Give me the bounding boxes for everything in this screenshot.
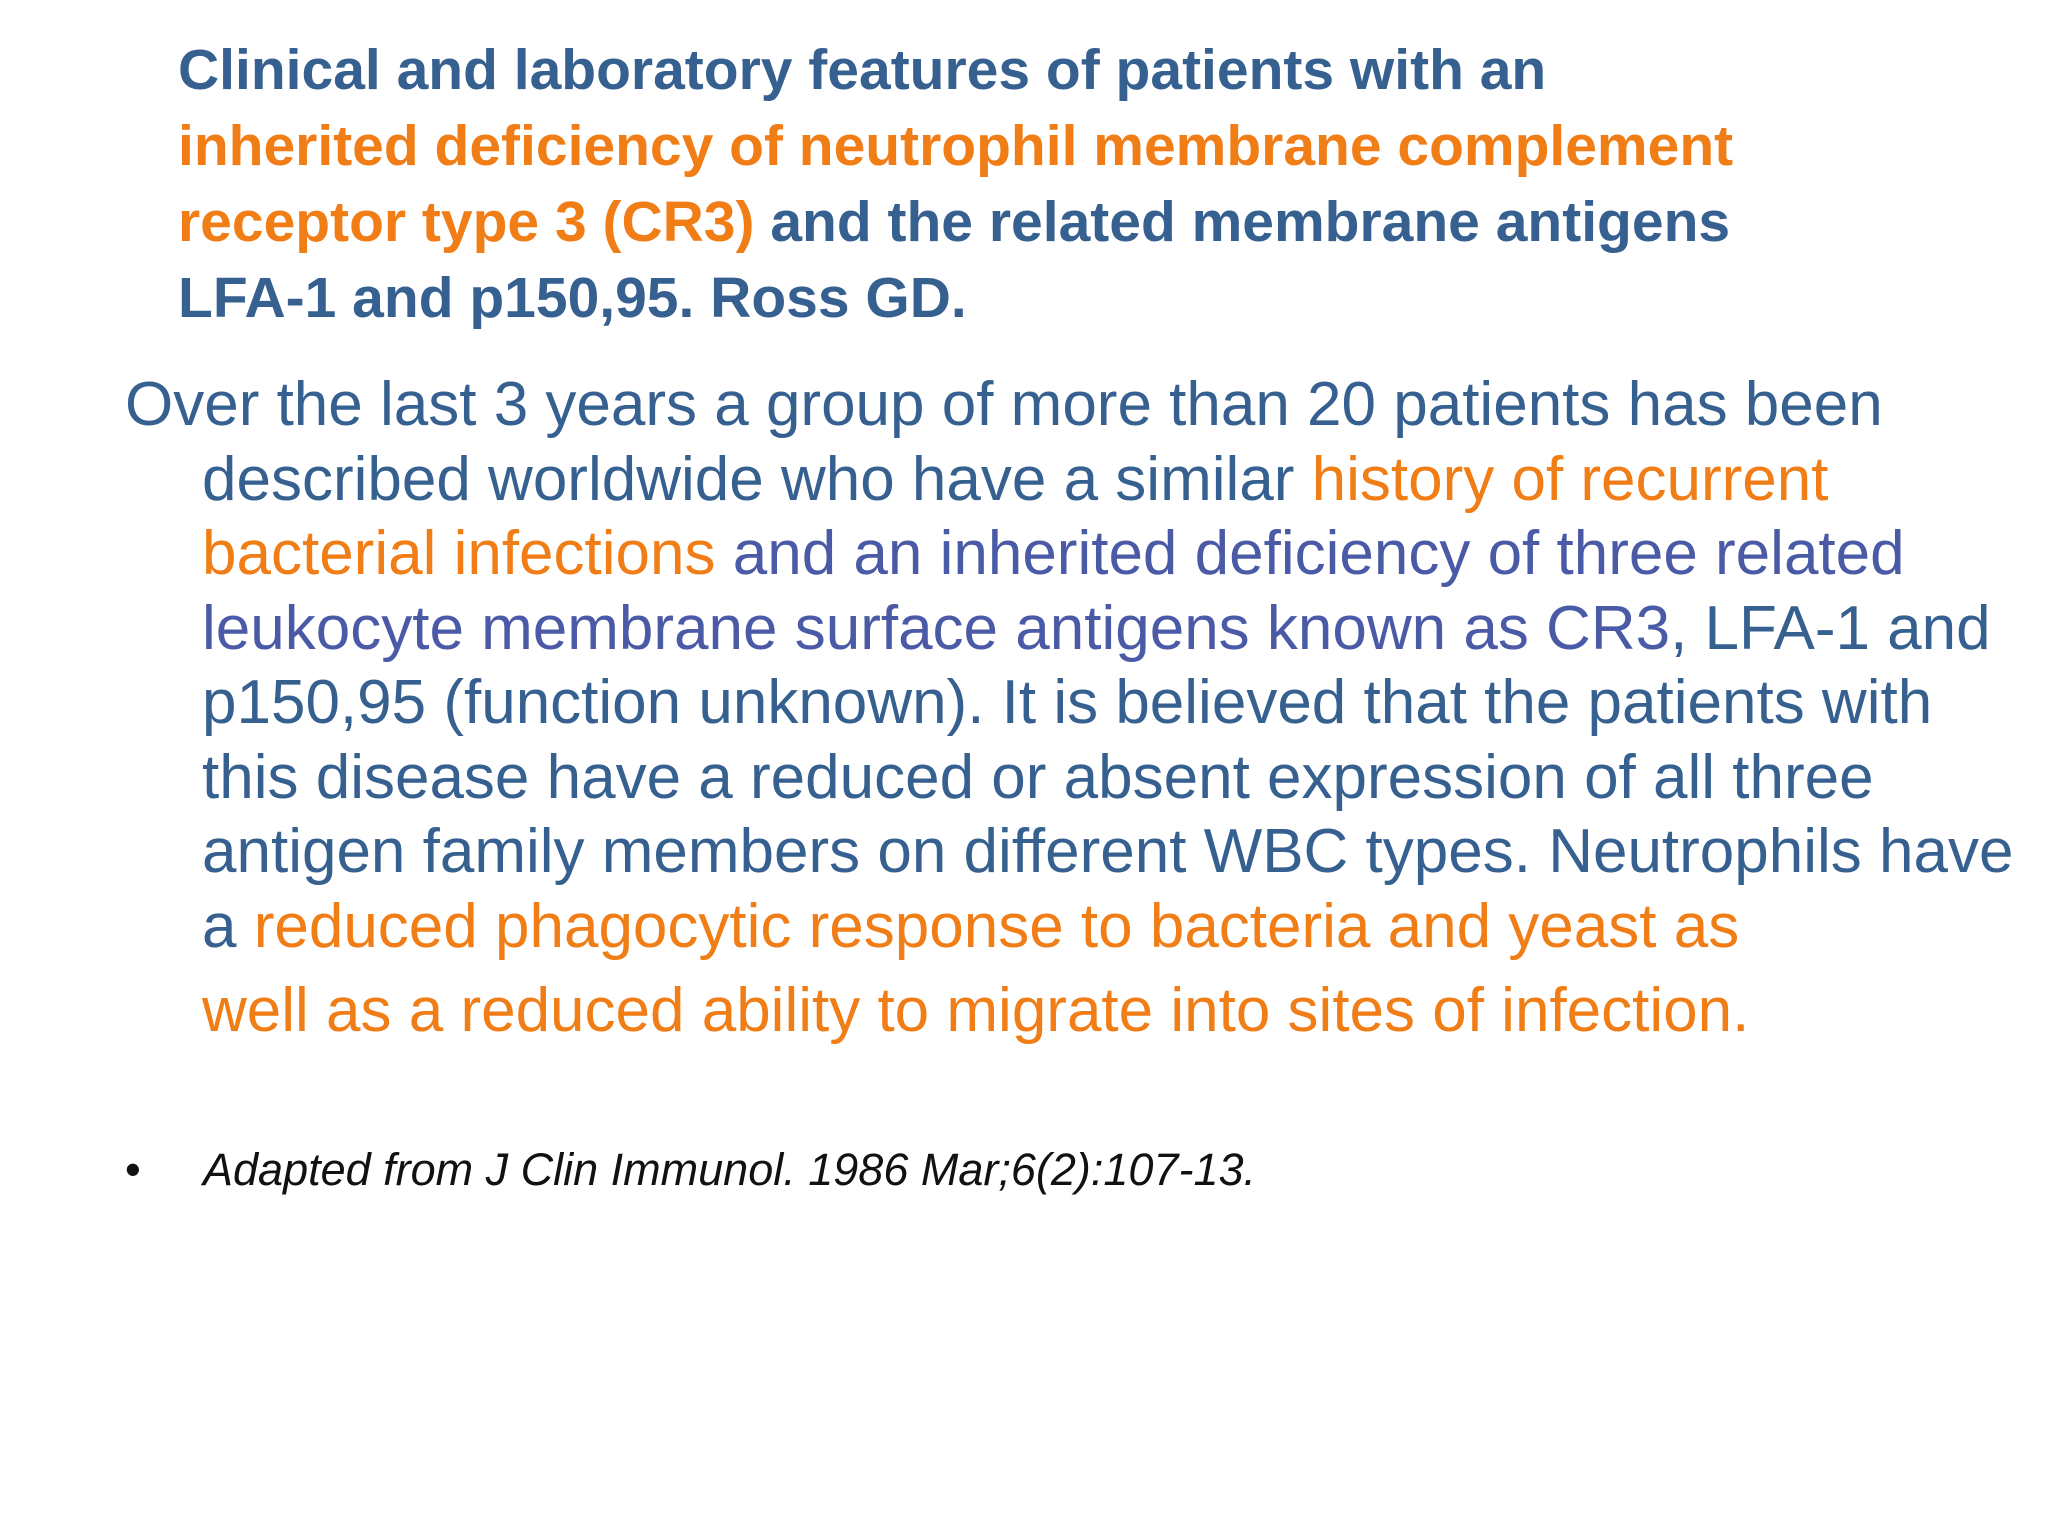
body-highlight-infections: history of recurrent bacterial infections <box>202 444 1829 588</box>
reference-citation: Adapted from J Clin Immunol. 1986 Mar;6(2):107-13. <box>203 1144 1256 1195</box>
reference-bullet-item <box>125 1140 1825 1200</box>
body-paragraph <box>125 368 2032 1049</box>
body-highlight-phagocytic: reduced phagocytic response to bacteria and yeast as <box>253 891 1740 961</box>
body-text-2: , LFA-1 and p150,95 (function unknown). It is believed that the patients with this disease have a reduced or absent expression of all three antigen family members on different WBC types. Neutrophils have a <box>202 593 2014 961</box>
body-highlight-migration: well as a reduced ability to migrate into sites of infection. <box>202 976 1750 1045</box>
title-highlight: inherited deficiency of neutrophil membrane complement receptor type 3 (CR3) <box>178 114 1734 254</box>
body-text-antigens: and an inherited deficiency of three related leukocyte membrane surface antigens known as CR3 <box>202 519 1905 663</box>
title-text-part1: Clinical and laboratory features of patients with an <box>178 38 1547 102</box>
title-text-part3: and the related membrane antigens LFA-1 and p150,95. Ross GD. <box>178 190 1731 330</box>
body-text-1: Over the last 3 years a group of more than 20 patients has been described worldwide who have a similar <box>125 370 1883 514</box>
slide-title <box>178 32 1778 336</box>
bullet-icon: • <box>125 1144 141 1195</box>
